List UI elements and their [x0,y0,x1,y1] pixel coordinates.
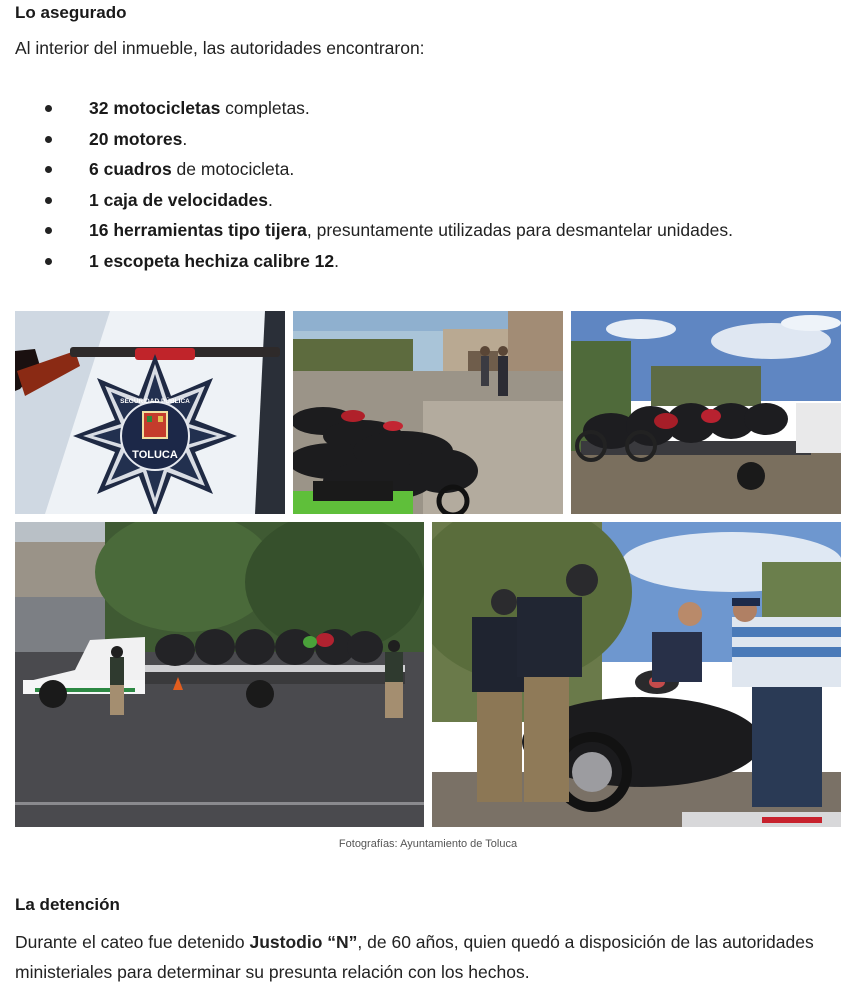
seized-items-list [15,93,845,277]
photo-motorcycles-yard[interactable] [293,311,563,514]
item-quantity: 1 escopeta hechiza calibre 12 [89,250,335,271]
photo-officers-motorcycle[interactable] [432,522,841,827]
item-quantity: 16 herramientas tipo tijera [89,220,307,241]
section-heading-detencion: La detención [15,895,120,914]
list-item [15,154,845,185]
list-item [15,93,845,124]
item-text: , presuntamente utilizadas para desmantelar unidades. [306,220,733,241]
list-item [15,246,845,277]
list-item [15,124,845,155]
item-text: . [182,128,188,149]
item-quantity: 32 motocicletas [89,98,221,118]
item-quantity: 20 motores [89,128,183,149]
photo-tow-truck-street[interactable] [15,522,424,827]
photo-caption: Fotografías: Ayuntamiento de Toluca [338,838,518,850]
section-heading-asegurado: Lo asegurado [15,3,127,22]
intro-paragraph: Al interior del inmueble, las autoridades encontraron: [15,38,425,58]
bullet-icon [45,227,52,234]
badge-city-text: TOLUCA [132,449,178,461]
item-text: . [268,189,273,210]
photo-shotgun-badge[interactable] [15,311,285,514]
bullet-icon [45,136,52,143]
item-text: . [334,250,340,271]
photo-tow-truck-loaded[interactable] [571,311,841,514]
item-quantity: 6 cuadros [89,159,172,180]
detention-text-start: Durante el cateo fue detenido [15,932,250,952]
detention-text-end: , de 60 años, quien quedó a disposición de las autoridades ministeriales para determinar su presunta relación con los hechos. [15,932,814,982]
list-item [15,185,845,216]
badge-top-text: SEGURIDAD PÚBLICA [120,398,190,405]
list-item [15,215,845,246]
item-text: de motocicleta. [171,159,295,180]
bullet-icon [45,197,52,204]
item-text: completas. [220,98,310,118]
detention-paragraph [15,927,845,987]
bullet-icon [45,105,52,112]
item-quantity: 1 caja de velocidades [89,189,268,210]
detainee-name: Justodio “N” [249,932,358,952]
bullet-icon [45,166,52,173]
bullet-icon [45,258,52,265]
